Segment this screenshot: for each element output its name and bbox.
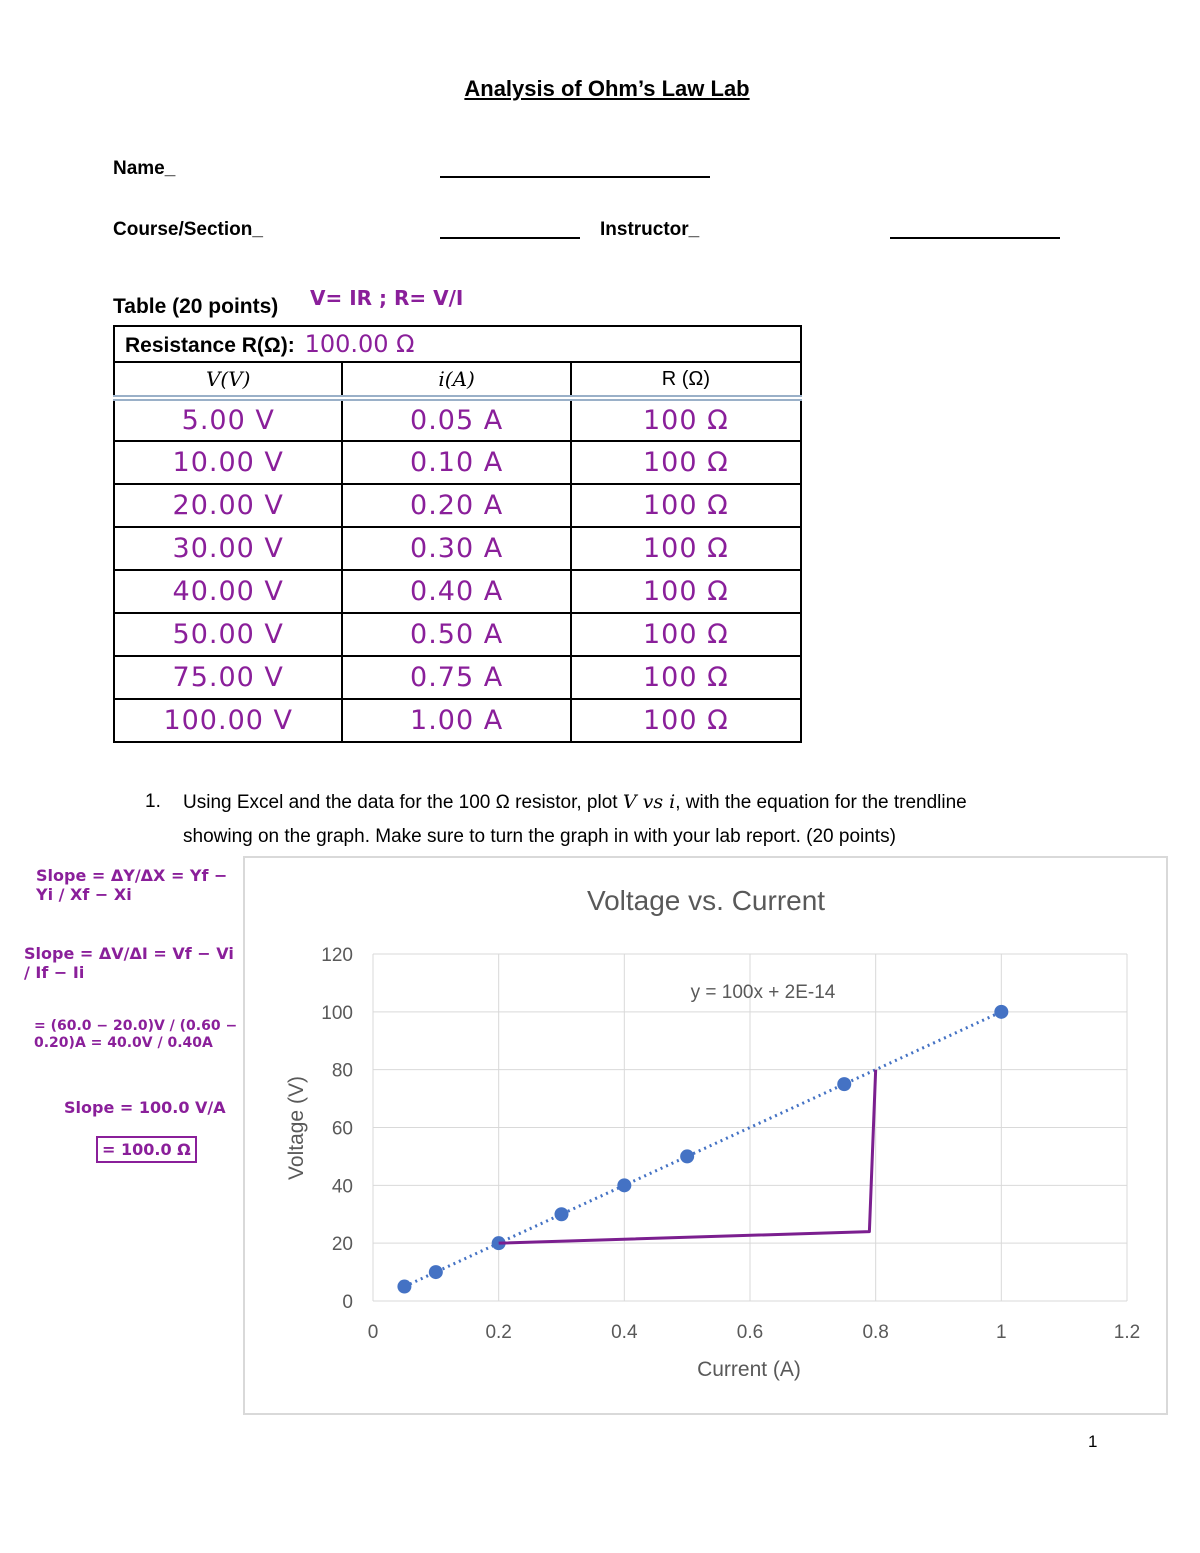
current-cell: 1.00 A bbox=[342, 699, 570, 742]
table-row bbox=[114, 699, 801, 742]
slope-result: Slope = 100.0 V/A bbox=[64, 1098, 226, 1117]
data-point bbox=[837, 1077, 851, 1091]
chart-title: Voltage vs. Current bbox=[586, 885, 826, 916]
data-point bbox=[429, 1265, 443, 1279]
x-tick-label: 0.6 bbox=[736, 1322, 764, 1343]
slope-substitution: = (60.0 − 20.0)V / (0.60 − 0.20)A = 40.0V / 0.40A bbox=[34, 1018, 238, 1051]
page-title: Analysis of Ohm’s Law Lab bbox=[464, 76, 750, 101]
table-row bbox=[114, 484, 801, 527]
chart-svg bbox=[245, 858, 1166, 1413]
current-cell: 0.75 A bbox=[342, 656, 570, 699]
y-tick-label: 120 bbox=[321, 945, 353, 966]
voltage-cell: 20.00 V bbox=[114, 484, 342, 527]
y-tick-label: 0 bbox=[342, 1292, 353, 1313]
name-line[interactable] bbox=[440, 176, 710, 178]
question-1 bbox=[145, 785, 1125, 854]
formula-note: V= IR ; R= V/I bbox=[310, 286, 464, 310]
instructor-label: Instructor_ bbox=[600, 219, 700, 240]
y-tick-label: 80 bbox=[331, 1060, 353, 1082]
resistance-cell: 100 Ω bbox=[571, 527, 801, 570]
trendline-equation: y = 100x + 2E-14 bbox=[690, 982, 836, 1003]
course-section-label: Course/Section_ bbox=[113, 219, 263, 240]
resistance-cell: 100 Ω bbox=[571, 656, 801, 699]
name-label: Name_ bbox=[113, 158, 176, 179]
y-tick-label: 20 bbox=[331, 1234, 353, 1256]
voltage-cell: 50.00 V bbox=[114, 613, 342, 656]
chart-tick-labels bbox=[321, 945, 1140, 1343]
table-heading: Table (20 points) bbox=[113, 295, 279, 318]
x-tick-label: 0.8 bbox=[862, 1322, 889, 1343]
resistance-value: 100.00 Ω bbox=[304, 330, 415, 358]
table-row bbox=[114, 570, 801, 613]
data-table bbox=[113, 325, 802, 743]
voltage-cell: 10.00 V bbox=[114, 441, 342, 484]
table-row bbox=[114, 656, 801, 699]
table-row bbox=[114, 527, 801, 570]
question-text-line2: showing on the graph. Make sure to turn the graph in with your lab report. (20 points) bbox=[183, 826, 896, 847]
resistance-cell: 100 Ω bbox=[571, 699, 801, 742]
current-cell: 0.20 A bbox=[342, 484, 570, 527]
y-axis-label: Voltage (V) bbox=[285, 1076, 308, 1180]
y-tick-label: 40 bbox=[331, 1176, 353, 1198]
slope-formula-xy: Slope = ΔY/ΔX = Yf − Yi / Xf − Xi bbox=[36, 866, 228, 905]
slope-formula-vi: Slope = ΔV/ΔI = Vf − Vi / If − Ii bbox=[24, 944, 234, 983]
table-row bbox=[114, 398, 801, 441]
current-cell: 0.05 A bbox=[342, 398, 570, 441]
slope-resistance-box: = 100.0 Ω bbox=[96, 1136, 197, 1163]
question-number: 1. bbox=[145, 791, 161, 812]
data-point bbox=[397, 1280, 411, 1294]
voltage-cell: 75.00 V bbox=[114, 656, 342, 699]
table-row bbox=[114, 441, 801, 484]
y-tick-label: 100 bbox=[321, 1002, 353, 1024]
instructor-line[interactable] bbox=[890, 237, 1060, 239]
data-point bbox=[555, 1207, 569, 1221]
column-header-resistance: R (Ω) bbox=[571, 362, 801, 398]
x-tick-label: 0.2 bbox=[485, 1322, 512, 1343]
current-cell: 0.40 A bbox=[342, 570, 570, 613]
column-header-voltage: V(V) bbox=[114, 362, 342, 398]
x-tick-label: 1.2 bbox=[1113, 1322, 1141, 1343]
course-section-line[interactable] bbox=[440, 237, 580, 239]
resistance-cell: 100 Ω bbox=[571, 398, 801, 441]
data-point bbox=[994, 1005, 1008, 1019]
current-cell: 0.30 A bbox=[342, 527, 570, 570]
resistance-cell: 100 Ω bbox=[571, 441, 801, 484]
page-number: 1 bbox=[1088, 1432, 1098, 1451]
x-tick-label: 0 bbox=[367, 1322, 379, 1343]
voltage-cell: 100.00 V bbox=[114, 699, 342, 742]
table-row bbox=[114, 613, 801, 656]
question-text-part1: Using Excel and the data for the 100 Ω resistor, plot bbox=[183, 792, 623, 813]
question-math: V vs i bbox=[622, 791, 676, 813]
data-point bbox=[617, 1178, 631, 1192]
voltage-cell: 30.00 V bbox=[114, 527, 342, 570]
y-tick-label: 60 bbox=[331, 1118, 353, 1140]
resistance-cell: 100 Ω bbox=[571, 570, 801, 613]
resistance-cell: 100 Ω bbox=[571, 613, 801, 656]
resistance-label: Resistance R(Ω): bbox=[125, 334, 295, 357]
x-tick-label: 1 bbox=[996, 1322, 1007, 1343]
x-axis-label: Current (A) bbox=[697, 1358, 801, 1381]
data-point bbox=[680, 1149, 694, 1163]
current-cell: 0.50 A bbox=[342, 613, 570, 656]
voltage-cell: 5.00 V bbox=[114, 398, 342, 441]
column-header-current: i(A) bbox=[342, 362, 570, 398]
resistance-row bbox=[114, 326, 801, 362]
voltage-current-chart bbox=[243, 856, 1168, 1415]
voltage-cell: 40.00 V bbox=[114, 570, 342, 613]
x-tick-label: 0.4 bbox=[611, 1322, 638, 1343]
current-cell: 0.10 A bbox=[342, 441, 570, 484]
question-text-part2: , with the equation for the trendline bbox=[675, 792, 967, 813]
resistance-cell: 100 Ω bbox=[571, 484, 801, 527]
